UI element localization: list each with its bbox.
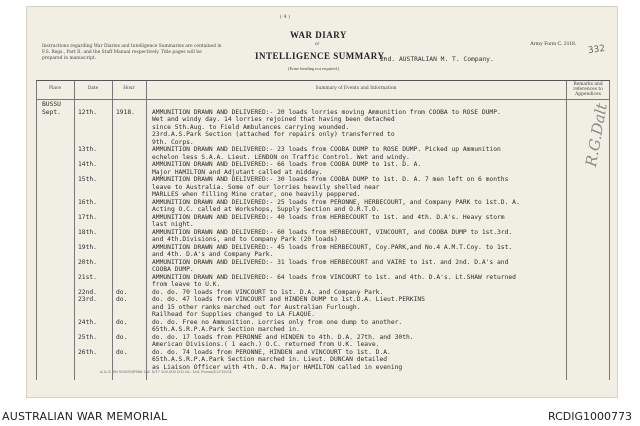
- entry-text: 23rd.A.S.Park Section (attached for repairs only) transferred to: [152, 131, 395, 138]
- entry-hour: do.: [116, 296, 128, 303]
- entry-text: 65th.A.S.R.P.A.Park Section marched in.: [152, 326, 300, 333]
- entry-text: AMMUNITION DRAWN AND DELIVERED:- 20 loads lorries moving Ammunition from COOBA to ROSE DUMP.: [152, 108, 501, 116]
- entry-text: Wet and windy day. 14 lorries rejoined that having been detached: [152, 116, 395, 123]
- col-header-hour: Hour: [123, 86, 135, 91]
- diary-title: WAR DIARY: [290, 30, 347, 40]
- entry-place: BUSSU: [42, 101, 61, 108]
- entry-text: do. do. Free no Ammunition. Lorries only from one dump to another.: [152, 318, 403, 326]
- entry-text: Acting O.C. called at Workshops, Supply Section and O.R.T.O.: [152, 206, 380, 213]
- entry-date: 25th.: [78, 333, 97, 341]
- col-header-summary: Summary of Events and Information: [315, 86, 397, 91]
- page-number: 332: [587, 43, 606, 57]
- entry-text: AMMUNITION DRAWN AND DELIVERED:- 40 loads from HERBECOURT to 1st. and 4th. D.A's. Heavy storm: [152, 213, 505, 221]
- reference-caption: RCDIG1000773: [547, 410, 632, 423]
- col-header-date: Date: [87, 86, 99, 91]
- entry-text: since 5th.Aug. to Field Ambulances carrying wounded.: [152, 123, 350, 131]
- unit-name: 2nd. AUSTRALIAN M. T. Company.: [380, 56, 494, 63]
- entry-text: AMMUNITION DRAWN AND DELIVERED:- 31 loads from HERBECOURT and VAIRE to 1st. and 2nd. D.A's and: [152, 258, 509, 266]
- institution-caption: AUSTRALIAN WAR MEMORIAL: [2, 410, 168, 423]
- entry-hour: do.: [116, 348, 128, 356]
- entry-text: 9th. Corps.: [152, 138, 194, 146]
- entry-text: Major HAMILTON and Adjutant called at midday.: [152, 168, 323, 176]
- entry-text: as Liaison Officer with 4th. D.A. Major HAMILTON called in evening: [152, 363, 403, 371]
- entry-text: do. do. 74 loads from PERONNE, HINDEN and VINCOURT to 1st. D.A.: [152, 348, 391, 356]
- entry-hour: do.: [116, 333, 128, 341]
- entry-text: leave to Australia. Some of our lorries heavily shelled near: [152, 183, 380, 191]
- entry-text: Railhead for Supplies changed to LA FLAQUE.: [152, 311, 316, 318]
- entry-text: and 4th.Divisions, and to Company Park (20 loads): [152, 236, 338, 243]
- entry-text: and 15 other ranks marched out for Australian Furlough.: [152, 303, 361, 311]
- entry-hour: do.: [116, 288, 128, 296]
- entry-text: last night.: [152, 221, 194, 228]
- instructions-note: Instructions regarding War Diaries and Intelligence Summaries are contained in F.S. Regs., Part II. and the Staff Manual respectively. Title pages will be prepared in manuscript.: [42, 44, 222, 61]
- entry-hour: do.: [116, 318, 128, 326]
- entry-text: AMMUNITION DRAWN AND DELIVERED:- 60 loads from HERBECOURT, VINCOURT, and COOBA DUMP to 1st.3rd.: [152, 228, 513, 236]
- entry-date: 18th.: [78, 228, 97, 236]
- col-header-place: Place: [48, 86, 62, 91]
- entry-text: echelon less S.A.A. Lieut. LENDON on Traffic Control. Wet and windy.: [152, 153, 410, 161]
- entry-date: 17th.: [78, 213, 97, 221]
- entry-text: AMMUNITION DRAWN AND DELIVERED:- 66 loads from COOBA DUMP to 1st. D. A.: [152, 161, 422, 168]
- entry-date: 16th.: [78, 198, 97, 206]
- entry-place: Sept.: [42, 108, 61, 116]
- entry-text: AMMUNITION DRAWN AND DELIVERED:- 64 loads from VINCOURT to 1st. and 4th. D.A's. Lt.SHAW returned: [152, 273, 516, 281]
- column-divider: [112, 81, 113, 380]
- header-divider: [36, 99, 610, 100]
- entry-date: 14th.: [78, 161, 97, 168]
- column-divider: [36, 81, 37, 380]
- diary-subtitle: INTELLIGENCE SUMMARY.: [255, 51, 387, 61]
- entry-text: 65th.A.S.R.P.A.Park Section marched in. Lieut. DUNCAN detailed: [152, 356, 388, 363]
- entry-hour: 1918.: [116, 108, 135, 116]
- entry-text: AMMUNITION DRAWN AND DELIVERED:- 23 loads from COOBA DUMP to ROSE DUMP. Picked up Ammunition: [152, 146, 501, 153]
- army-form-label: Army Form C. 2118.: [530, 41, 577, 47]
- diary-table: [36, 80, 610, 380]
- entry-text: do. do. 47 loads from VINCOURT and HINDEN DUMP to 1st.D.A. Lieut.PERKINS: [152, 296, 425, 303]
- entry-text: American Divisions.( 1 each.) O.C. returned from U.K. leave.: [152, 341, 380, 348]
- column-divider: [609, 81, 610, 380]
- entry-text: from leave to U.K.: [152, 281, 221, 288]
- column-divider: [74, 81, 75, 380]
- entry-text: do. do. 17 loads from PERONNE and HINDEN to 4th. D.A. 27th. and 30th.: [152, 333, 414, 341]
- signature: R.G.Dalt: [582, 101, 611, 169]
- col-header-remarks: Remarks and references to Appendices: [573, 82, 603, 97]
- entry-date: 23rd.: [78, 296, 97, 303]
- entry-text: AMMUNITION DRAWN AND DELIVERED:- 30 loads from COOBA DUMP to 1st. D. A. 7 men left on 6 months: [152, 176, 509, 183]
- entry-text: COOBA DUMP.: [152, 266, 194, 273]
- entry-date: 24th.: [78, 318, 97, 326]
- entry-date: 15th.: [78, 176, 97, 183]
- entry-text: do. do. 70 loads from VINCOURT to 1st. D.A. and Company Park.: [152, 288, 384, 296]
- entry-text: AMMUNITION DRAWN AND DELIVERED:- 45 loads from HERBECOURT, Coy.PARK,and No.4 A.M.T.Coy. to 1st.: [152, 243, 513, 251]
- entry-text: MARLLES when filling Mine crater, one heavily peppered.: [152, 191, 361, 198]
- entry-date: 12th.: [78, 108, 97, 116]
- entry-date: 20th.: [78, 258, 97, 266]
- entry-date: 13th.: [78, 146, 97, 153]
- entry-date: 21st.: [78, 273, 97, 281]
- title-or: or: [315, 42, 320, 47]
- entry-date: 26th.: [78, 348, 97, 356]
- entry-text: and 4th. D.A's and Company Park.: [152, 251, 274, 258]
- page-marker: ( 4 ): [280, 14, 291, 20]
- column-divider: [146, 81, 147, 380]
- entry-date: 19th.: [78, 243, 97, 251]
- erase-note: (Erase heading not required.): [288, 66, 340, 71]
- entry-text: AMMUNITION DRAWN AND DELIVERED:- 25 loads from PERONNE, HERBECOURT, and Company PARK to 1st.D. A.: [152, 198, 520, 206]
- column-divider: [566, 81, 567, 380]
- printer-note: A.&.S. Wt.W3095/P886 Ltd. 8/17 200,000 D.D.&L. Ltd. Forms/C2118/14: [100, 370, 232, 374]
- entry-date: 22nd.: [78, 288, 97, 296]
